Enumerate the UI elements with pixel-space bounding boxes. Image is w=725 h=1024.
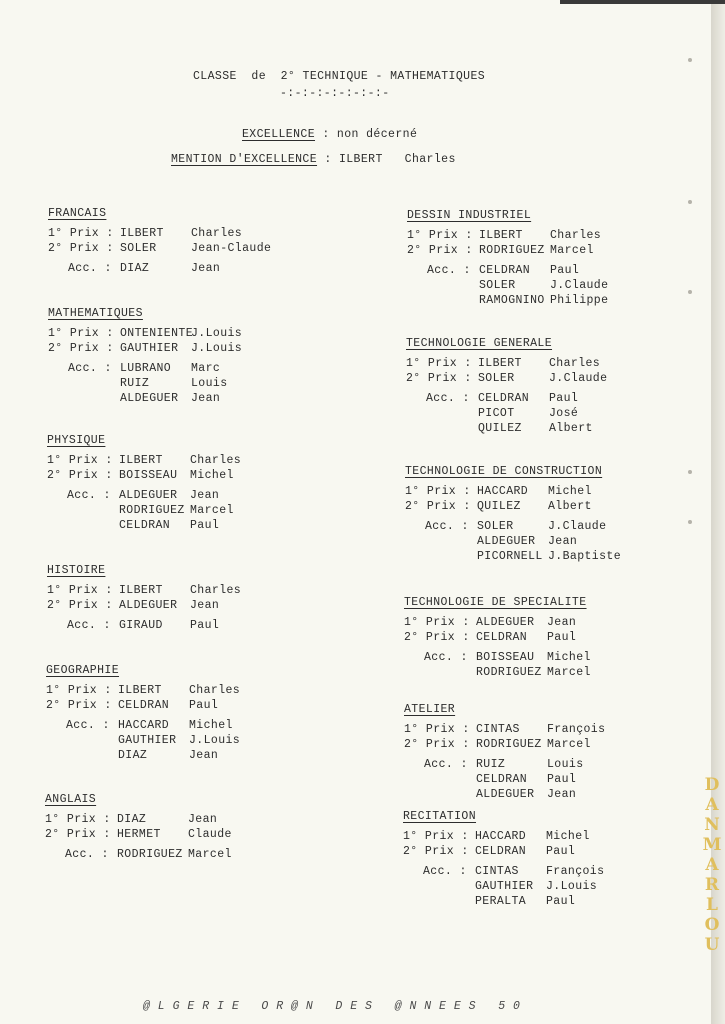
student-last-name: SOLER <box>478 371 515 385</box>
mention-value: : ILBERT Charles <box>324 153 456 166</box>
student-last-name: LUBRANO <box>120 362 172 376</box>
student-first-name: Marcel <box>190 504 234 518</box>
prize-label: 1° Prix : <box>46 684 112 697</box>
student-first-name: Jean <box>191 391 221 405</box>
student-first-name: Charles <box>190 454 242 467</box>
prize-label: 2° Prix : <box>407 243 473 257</box>
section-title: ATELIER <box>404 703 456 716</box>
section-title: MATHEMATIQUES <box>48 307 143 320</box>
punch-hole <box>688 470 692 474</box>
student-last-name: CELDRAN <box>119 518 171 532</box>
student-last-name: ONTENIENTE <box>120 327 194 340</box>
student-first-name: J.Louis <box>546 880 598 894</box>
punch-hole <box>688 58 692 62</box>
student-last-name: DIAZ <box>117 813 147 826</box>
section-title: FRANCAIS <box>48 207 107 220</box>
student-last-name: RODRIGUEZ <box>117 848 183 862</box>
prize-label: 1° Prix : <box>403 830 469 843</box>
prize-label: 2° Prix : <box>47 468 113 482</box>
student-first-name: Paul <box>190 619 220 633</box>
prize-label: 1° Prix : <box>45 813 111 826</box>
student-last-name: ILBERT <box>120 227 164 240</box>
student-last-name: HACCARD <box>477 485 529 498</box>
prize-label: 2° Prix : <box>403 844 469 858</box>
student-first-name: Marcel <box>547 737 591 751</box>
section-title: PHYSIQUE <box>47 434 106 447</box>
student-last-name: ILBERT <box>119 584 163 597</box>
student-last-name: DIAZ <box>120 262 150 276</box>
student-last-name: ILBERT <box>119 454 163 467</box>
section-title: HISTOIRE <box>47 564 106 577</box>
student-first-name: Albert <box>549 421 593 435</box>
student-first-name: François <box>547 723 606 736</box>
student-last-name: ALDEGUER <box>476 616 535 629</box>
student-last-name: ALDEGUER <box>120 391 179 405</box>
student-first-name: Jean <box>189 748 219 762</box>
student-first-name: Claude <box>188 827 232 841</box>
student-first-name: Paul <box>546 894 576 908</box>
prize-label: 2° Prix : <box>405 499 471 513</box>
student-first-name: Jean-Claude <box>191 241 272 255</box>
student-last-name: SOLER <box>477 520 514 534</box>
student-first-name: Jean <box>191 262 221 276</box>
student-last-name: HACCARD <box>118 719 170 733</box>
student-first-name: Paul <box>550 264 580 278</box>
student-first-name: Marc <box>191 362 221 376</box>
student-first-name: Jean <box>190 598 220 612</box>
student-last-name: ALDEGUER <box>119 598 178 612</box>
student-last-name: GAUTHIER <box>120 341 179 355</box>
student-last-name: QUILEZ <box>478 421 522 435</box>
student-last-name: CELDRAN <box>476 630 528 644</box>
student-first-name: Jean <box>188 813 218 826</box>
prize-label: Acc. : <box>426 392 470 406</box>
prize-label: Acc. : <box>66 719 110 733</box>
student-last-name: HERMET <box>117 827 161 841</box>
student-last-name: CELDRAN <box>476 773 528 787</box>
student-last-name: ILBERT <box>478 357 522 370</box>
student-first-name: Jean <box>547 787 577 801</box>
prize-label: 2° Prix : <box>48 241 114 255</box>
student-first-name: François <box>546 865 605 879</box>
student-first-name: J.Claude <box>549 371 608 385</box>
prize-label: Acc. : <box>67 619 111 633</box>
student-first-name: Charles <box>191 227 243 240</box>
student-last-name: QUILEZ <box>477 499 521 513</box>
prize-label: 1° Prix : <box>47 584 113 597</box>
section-title: DESSIN INDUSTRIEL <box>407 209 532 222</box>
punch-hole <box>688 200 692 204</box>
document-title: CLASSE de 2° TECHNIQUE - MATHEMATIQUES <box>193 70 486 83</box>
student-last-name: SOLER <box>479 279 516 293</box>
student-last-name: RODRIGUEZ <box>476 737 542 751</box>
student-first-name: Charles <box>550 229 602 242</box>
student-last-name: RUIZ <box>476 758 506 772</box>
student-first-name: J.Baptiste <box>548 549 622 563</box>
excellence-value: : non décerné <box>322 128 418 141</box>
student-first-name: Paul <box>546 844 576 858</box>
prize-label: Acc. : <box>65 848 109 862</box>
section-title: TECHNOLOGIE DE CONSTRUCTION <box>405 465 603 478</box>
prize-label: 1° Prix : <box>404 723 470 736</box>
student-last-name: BOISSEAU <box>476 651 535 665</box>
student-first-name: Paul <box>547 773 577 787</box>
prize-label: 2° Prix : <box>45 827 111 841</box>
student-last-name: BOISSEAU <box>119 468 178 482</box>
student-last-name: ALDEGUER <box>476 787 535 801</box>
student-first-name: Michel <box>189 719 233 733</box>
student-first-name: Jean <box>190 489 220 503</box>
prize-label: 2° Prix : <box>46 698 112 712</box>
student-last-name: PICORNELL <box>477 549 543 563</box>
student-first-name: J.Louis <box>191 327 243 340</box>
excellence-label: EXCELLENCE <box>242 128 316 141</box>
student-first-name: Charles <box>549 357 601 370</box>
prize-label: 1° Prix : <box>405 485 471 498</box>
prize-label: 2° Prix : <box>404 630 470 644</box>
student-first-name: J.Louis <box>191 341 243 355</box>
student-first-name: Charles <box>189 684 241 697</box>
student-first-name: Jean <box>547 616 577 629</box>
mention-line <box>171 153 456 166</box>
student-first-name: Jean <box>548 535 578 549</box>
student-first-name: Louis <box>191 377 228 391</box>
student-first-name: Marcel <box>188 848 232 862</box>
student-last-name: GIRAUD <box>119 619 163 633</box>
student-last-name: RODRIGUEZ <box>476 666 542 680</box>
student-last-name: CELDRAN <box>479 264 531 278</box>
student-first-name: Marcel <box>550 243 594 257</box>
student-first-name: Albert <box>548 499 592 513</box>
prize-label: 1° Prix : <box>404 616 470 629</box>
prize-label: 2° Prix : <box>48 341 114 355</box>
student-last-name: CELDRAN <box>475 844 527 858</box>
student-first-name: Michel <box>547 651 591 665</box>
student-last-name: CELDRAN <box>118 698 170 712</box>
student-last-name: CINTAS <box>475 865 519 879</box>
punch-hole <box>688 290 692 294</box>
punch-hole <box>688 520 692 524</box>
student-first-name: J.Louis <box>189 734 241 748</box>
section-title: ANGLAIS <box>45 793 97 806</box>
student-last-name: CELDRAN <box>478 392 530 406</box>
student-first-name: Michel <box>548 485 592 498</box>
student-last-name: RUIZ <box>120 377 150 391</box>
prize-label: Acc. : <box>424 651 468 665</box>
title-ornament: -:-:-:-:-:-:-:- <box>280 87 390 100</box>
prize-label: Acc. : <box>68 362 112 376</box>
student-last-name: RODRIGUEZ <box>119 504 185 518</box>
student-first-name: J.Claude <box>550 279 609 293</box>
prize-label: Acc. : <box>427 264 471 278</box>
student-first-name: Philippe <box>550 293 609 307</box>
student-last-name: RODRIGUEZ <box>479 243 545 257</box>
student-last-name: ALDEGUER <box>119 489 178 503</box>
watermark-signature: DANMARLOU <box>702 775 722 955</box>
student-last-name: HACCARD <box>475 830 527 843</box>
student-last-name: PERALTA <box>475 894 527 908</box>
student-last-name: CINTAS <box>476 723 520 736</box>
student-first-name: J.Claude <box>548 520 607 534</box>
student-first-name: Louis <box>547 758 584 772</box>
student-first-name: José <box>549 407 579 421</box>
student-last-name: RAMOGNINO <box>479 293 545 307</box>
student-first-name: Paul <box>549 392 579 406</box>
section-title: GEOGRAPHIE <box>46 664 120 677</box>
student-first-name: Paul <box>189 698 219 712</box>
student-last-name: SOLER <box>120 241 157 255</box>
student-last-name: ILBERT <box>479 229 523 242</box>
prize-label: Acc. : <box>67 489 111 503</box>
student-first-name: Michel <box>546 830 590 843</box>
prize-label: 1° Prix : <box>407 229 473 242</box>
footer-credit: @ L G E R I E O R @ N D E S @ N N E E S 5 0 <box>143 1000 521 1013</box>
prize-label: Acc. : <box>68 262 112 276</box>
student-last-name: ILBERT <box>118 684 162 697</box>
prize-label: 1° Prix : <box>47 454 113 467</box>
student-first-name: Marcel <box>547 666 591 680</box>
student-first-name: Paul <box>190 518 220 532</box>
prize-label: Acc. : <box>423 865 467 879</box>
student-last-name: PICOT <box>478 407 515 421</box>
mention-label: MENTION D'EXCELLENCE <box>171 153 318 166</box>
section-title: TECHNOLOGIE GENERALE <box>406 337 553 350</box>
prize-label: 2° Prix : <box>406 371 472 385</box>
student-first-name: Michel <box>190 468 234 482</box>
excellence-line <box>242 128 417 141</box>
prize-label: Acc. : <box>424 758 468 772</box>
student-last-name: DIAZ <box>118 748 148 762</box>
student-first-name: Charles <box>190 584 242 597</box>
section-title: TECHNOLOGIE DE SPECIALITE <box>404 596 587 609</box>
section-title: RECITATION <box>403 810 477 823</box>
student-first-name: Paul <box>547 630 577 644</box>
student-last-name: ALDEGUER <box>477 535 536 549</box>
prize-label: 2° Prix : <box>404 737 470 751</box>
prize-label: 2° Prix : <box>47 598 113 612</box>
prize-label: Acc. : <box>425 520 469 534</box>
prize-label: 1° Prix : <box>48 227 114 240</box>
student-last-name: GAUTHIER <box>118 734 177 748</box>
student-last-name: GAUTHIER <box>475 880 534 894</box>
prize-label: 1° Prix : <box>406 357 472 370</box>
prize-label: 1° Prix : <box>48 327 114 340</box>
top-edge-bar <box>560 0 725 4</box>
